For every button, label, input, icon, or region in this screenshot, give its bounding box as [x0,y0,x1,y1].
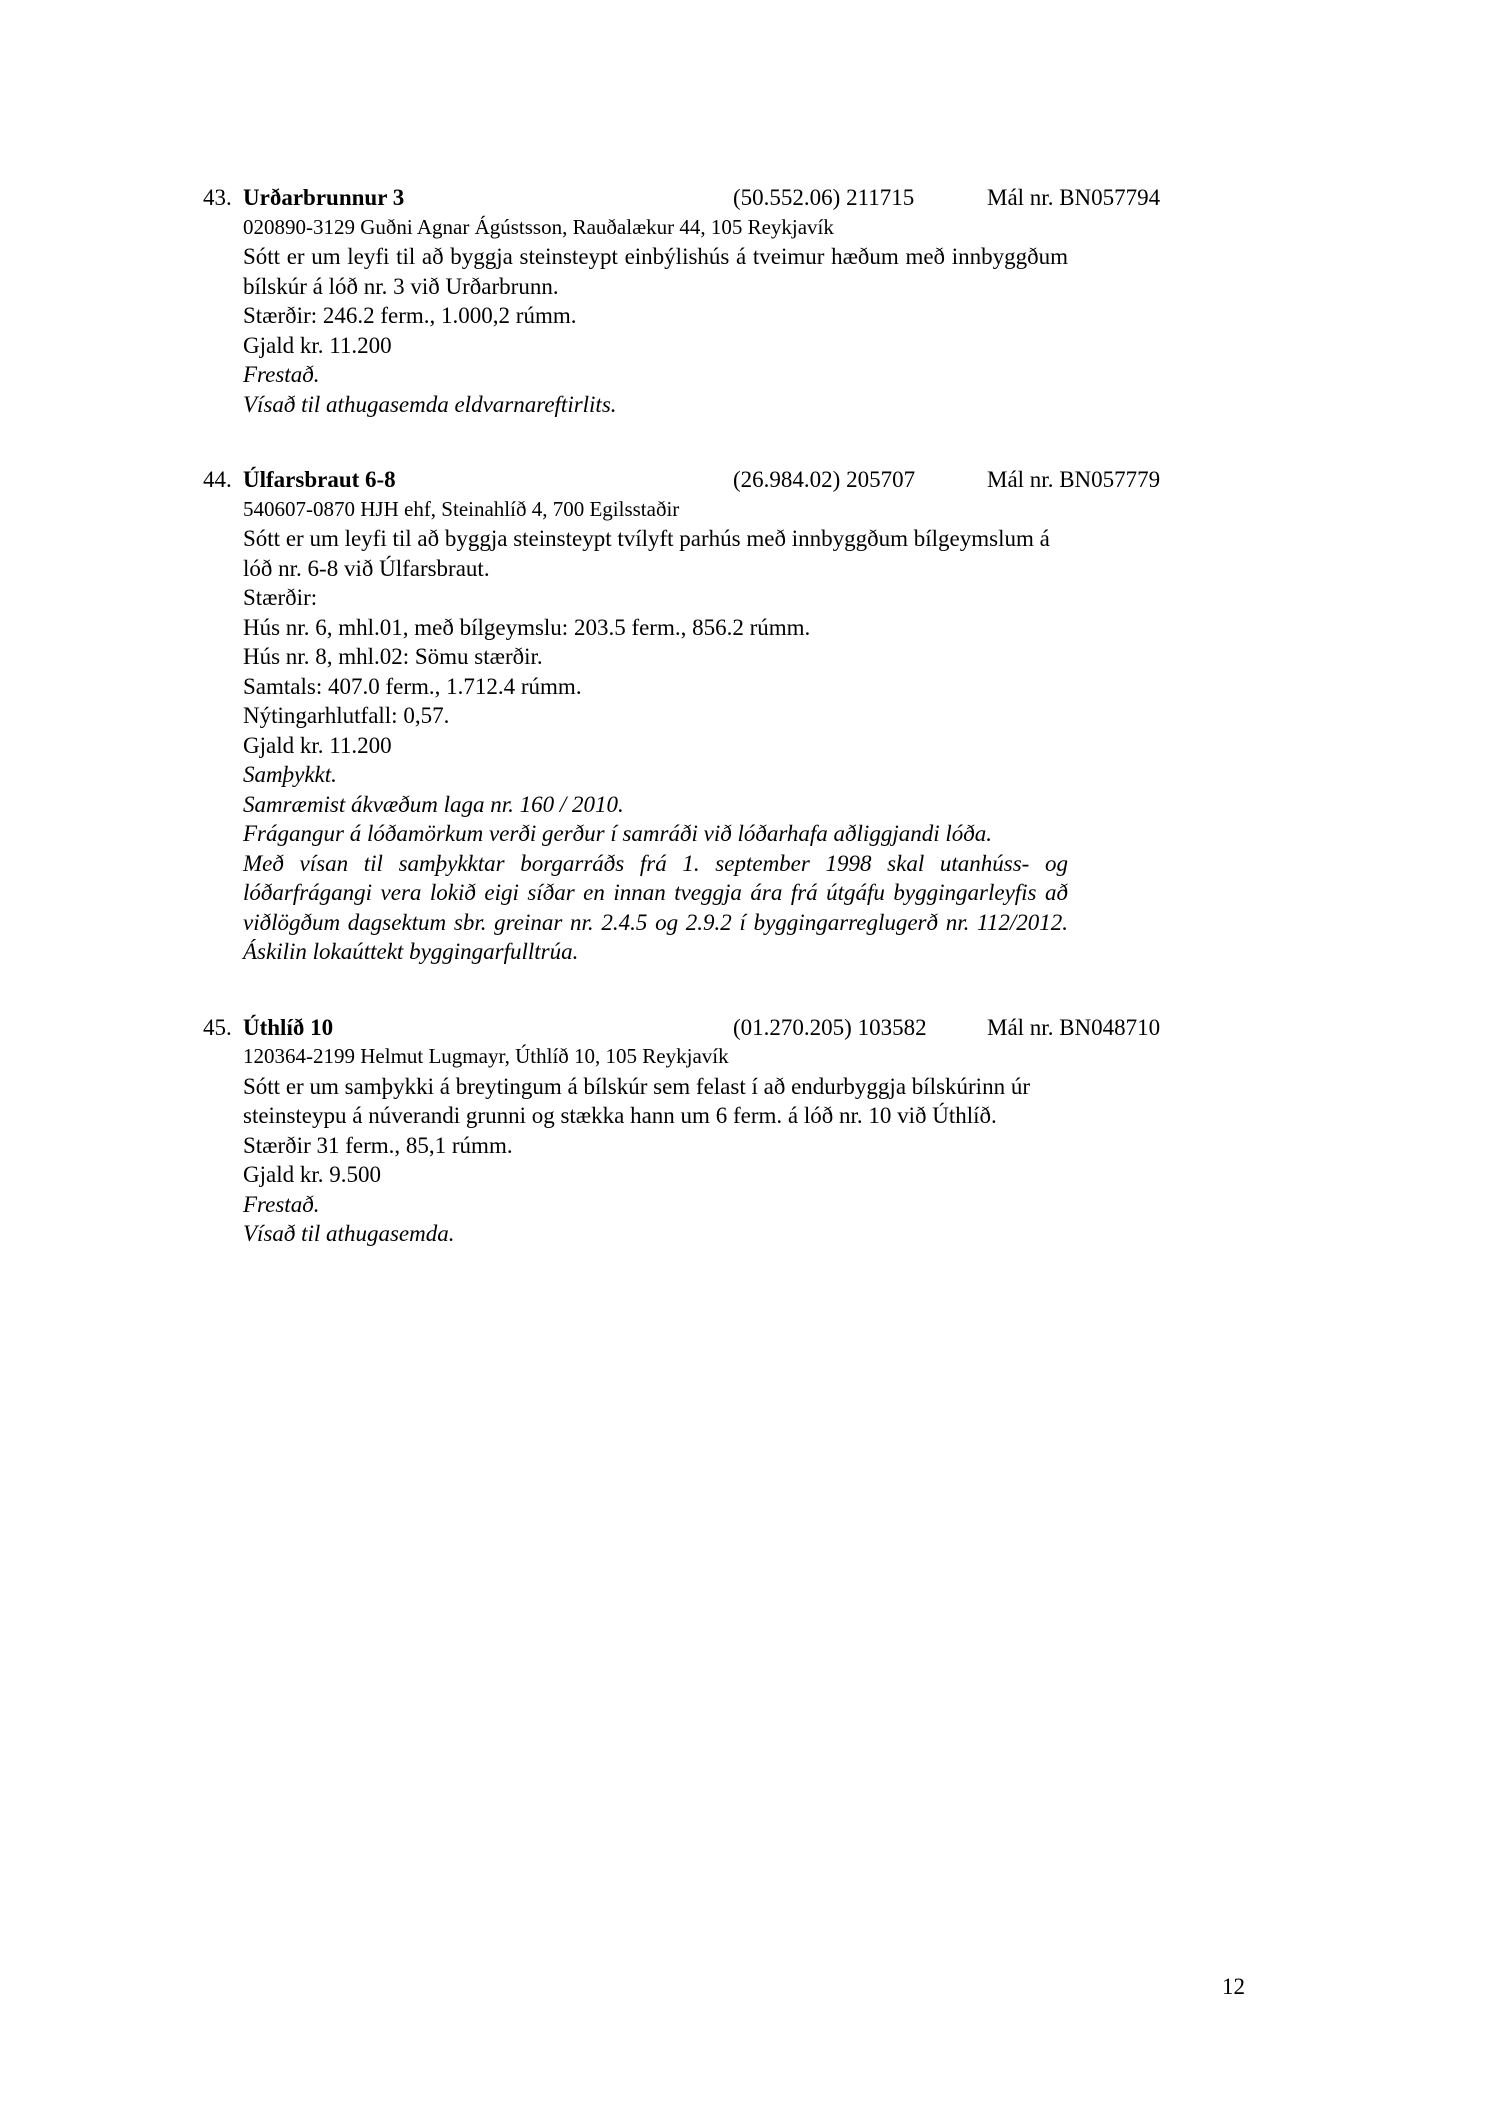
item-resolution-law: Samræmist ákvæðum laga nr. 160 / 2010. [243,791,624,817]
item-title: Úthlíð 10 [243,1014,334,1040]
item-description: Sótt er um leyfi til að byggja steinsteypt einbýlishús á tveimur hæðum með innbyggðum bílskúr á lóð nr. 3 við Urðarbrunn. [243,244,1068,299]
agenda-item-44 [203,465,1183,967]
item-title: Urðarbrunnur 3 [243,185,405,210]
item-fee: Gjald kr. 11.200 [243,332,392,358]
item-sizes: Stærðir: 246.2 ferm., 1.000,2 rúmm. [243,303,577,328]
page-number: 12 [1222,1974,1245,1999]
item-body [243,495,1068,967]
item-reference: (50.552.06) 211715 [733,185,915,210]
item-fee: Gjald kr. 9.500 [243,1162,381,1187]
agenda-item-43 [203,183,1183,419]
item-fee: Gjald kr. 11.200 [243,732,392,758]
item-resolution-boundaries: Frágangur á lóðamörkum verði gerður í samráði við lóðarhafa aðliggjandi lóða. [243,821,992,846]
item-header [203,465,1183,495]
item-body [243,1042,1068,1249]
item-case-number: Mál nr. BN057794 [987,185,1161,210]
item-header [203,183,1183,213]
agenda-items [203,183,1183,1295]
item-body [243,213,1068,420]
item-resolution-note: Vísað til athugasemda eldvarnareftirlits. [243,391,617,417]
item-description: Sótt er um leyfi til að byggja steinsteypt tvílyft parhús með innbyggðum bílgeymslum á lóð nr. 6-8 við Úlfarsbraut. [243,526,1050,581]
item-reference: (01.270.205) 103582 [733,1014,927,1040]
item-resolution: Frestað. [243,1191,320,1217]
item-case-number: Mál nr. BN057779 [987,467,1161,492]
item-size-house6: Hús nr. 6, mhl.01, með bílgeymslu: 203.5 ferm., 856.2 rúmm. [243,614,811,640]
item-resolution: Frestað. [243,362,320,387]
item-size-house8: Hús nr. 8, mhl.02: Sömu stærðir. [243,644,543,669]
item-number: 44. [203,467,232,492]
item-number: 45. [203,1014,232,1040]
item-applicant: 020890-3129 Guðni Agnar Ágústsson, Rauðalækur 44, 105 Reykjavík [243,214,834,239]
item-reference: (26.984.02) 205707 [733,467,916,492]
item-plot-ratio: Nýtingarhlutfall: 0,57. [243,703,450,728]
item-sizes: Stærðir 31 ferm., 85,1 rúmm. [243,1132,513,1158]
item-resolution: Samþykkt. [243,762,337,787]
agenda-item-45 [203,1013,1183,1249]
item-number: 43. [203,185,232,210]
item-header [203,1013,1183,1043]
item-applicant: 540607-0870 HJH ehf, Steinahlíð 4, 700 Egilsstaðir [243,496,680,521]
item-description: Sótt er um samþykki á breytingum á bílskúr sem felast í að endurbyggja bílskúrinn úr steinsteypu á núverandi grunni og stækka hann um 6 ferm. á lóð nr. 10 við Úthlíð. [243,1073,1030,1128]
item-applicant: 120364-2199 Helmut Lugmayr, Úthlíð 10, 105 Reykjavík [243,1044,729,1068]
item-size-total: Samtals: 407.0 ferm., 1.712.4 rúmm. [243,673,582,699]
item-sizes-label: Stærðir: [243,585,318,610]
item-title: Úlfarsbraut 6-8 [243,467,396,492]
item-resolution-note: Vísað til athugasemda. [243,1221,455,1246]
item-case-number: Mál nr. BN048710 [987,1014,1161,1040]
item-resolution-conditions: Með vísan til samþykktar borgarráðs frá 1. september 1998 skal utanhúss- og lóðarfrágangi vera lokið eigi síðar en innan tveggja ára frá útgáfu byggingarleyfis að viðlögðum dagsektum sbr. greinar nr. 2.4.5 og 2.9.2 í byggingarreglugerð nr. 112/2012. Áskilin lokaúttekt byggingarfulltrúa. [243,850,1068,964]
